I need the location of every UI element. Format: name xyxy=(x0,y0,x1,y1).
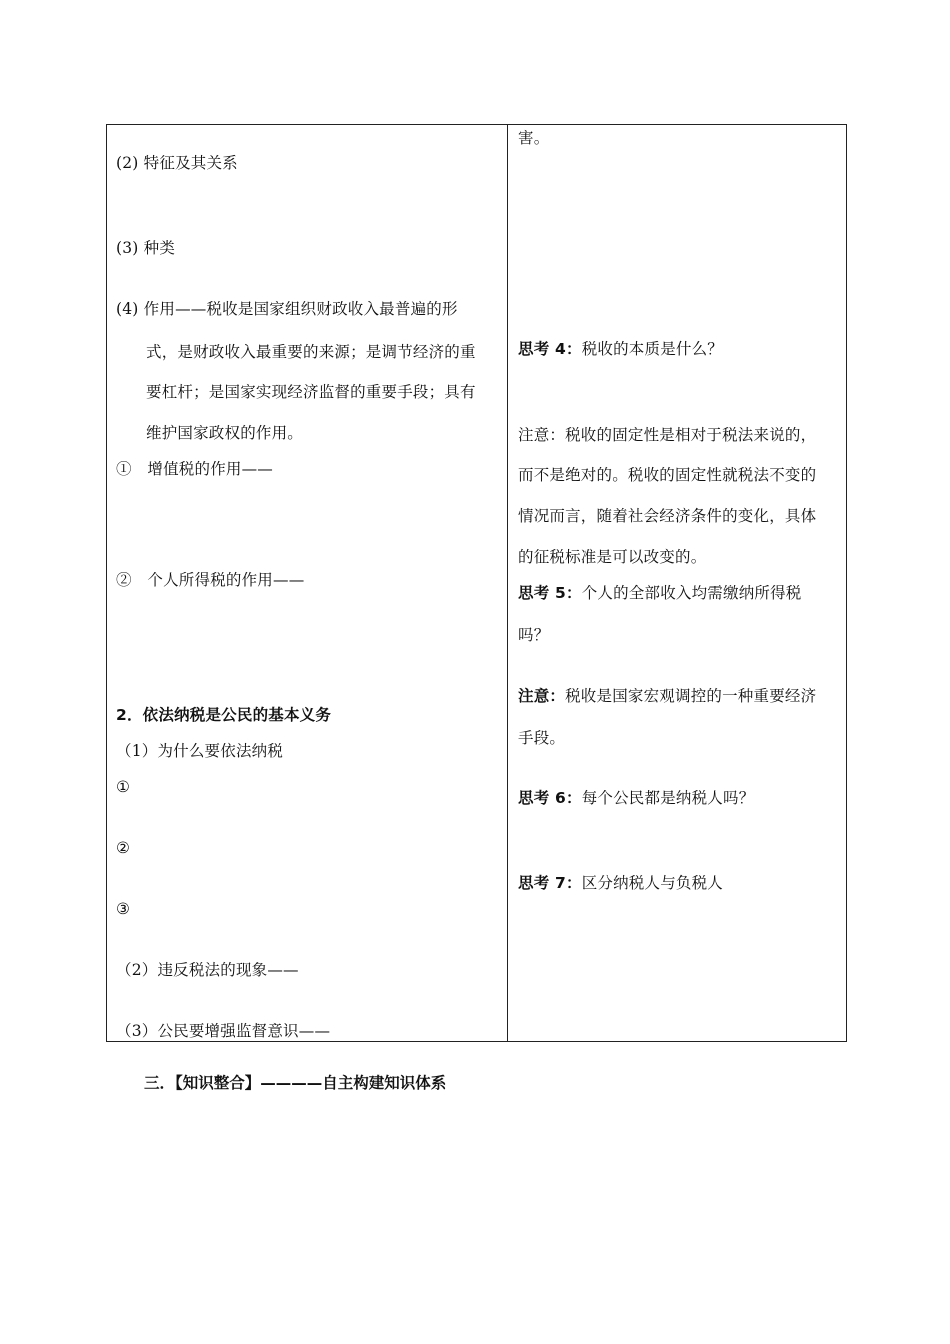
think-6-text: 每个公民都是纳税人吗？ xyxy=(581,789,755,807)
harm-text: 害。 xyxy=(518,129,550,147)
note-2-text: 税收是国家宏观调控的一种重要经济 xyxy=(565,687,817,705)
features-heading: (2) 特征及其关系 xyxy=(116,154,238,172)
reason-1: ① xyxy=(116,778,131,796)
think-5-text: 个人的全部收入均需缴纳所得税 xyxy=(581,584,802,602)
note-1-line-3: 情况而言，随着社会经济条件的变化，具体 xyxy=(518,507,817,525)
role-line-1: (4) 作用——税收是国家组织财政收入最普遍的形 xyxy=(116,300,458,318)
think-4-text: 税收的本质是什么？ xyxy=(581,340,723,358)
role-line-3: 要杠杆；是国家实现经济监督的重要手段；具有 xyxy=(146,383,476,401)
note-2 xyxy=(518,686,816,706)
note-1-line-1: 注意：税收的固定性是相对于税法来说的， xyxy=(518,426,817,444)
note-1-line-4: 的征税标准是可以改变的。 xyxy=(518,548,707,566)
vat-role: ① 增值税的作用—— xyxy=(116,460,274,478)
note-2-line-2: 手段。 xyxy=(518,729,566,747)
why-pay-tax: （1）为什么要依法纳税 xyxy=(116,742,284,760)
note-2-label: 注意： xyxy=(518,687,566,705)
types-heading: (3) 种类 xyxy=(116,239,176,257)
knowledge-integration-heading: 三．【知识整合】————自主构建知识体系 xyxy=(144,1074,447,1092)
think-6-label: 思考 6： xyxy=(518,789,582,807)
think-6 xyxy=(518,788,754,808)
role-line-4: 维护国家政权的作用。 xyxy=(146,424,304,442)
section-2-heading: 2．依法纳税是公民的基本义务 xyxy=(116,706,332,724)
think-5-label: 思考 5： xyxy=(518,584,582,602)
column-divider xyxy=(507,124,508,1042)
think-4-label: 思考 4： xyxy=(518,340,582,358)
think-5-line-2: 吗？ xyxy=(518,626,550,644)
reason-2: ② xyxy=(116,839,131,857)
think-7-text: 区分纳税人与负税人 xyxy=(581,874,723,892)
supervision-awareness: （3）公民要增强监督意识—— xyxy=(116,1022,331,1040)
role-line-2: 式，是财政收入最重要的来源；是调节经济的重 xyxy=(146,343,476,361)
think-7-label: 思考 7： xyxy=(518,874,582,892)
tax-violations: （2）违反税法的现象—— xyxy=(116,961,299,979)
think-5 xyxy=(518,583,802,603)
think-7 xyxy=(518,873,723,893)
think-4 xyxy=(518,339,723,359)
note-1-line-2: 而不是绝对的。税收的固定性就税法不变的 xyxy=(518,466,817,484)
income-tax-role: ② 个人所得税的作用—— xyxy=(116,571,305,589)
reason-3: ③ xyxy=(116,900,131,918)
